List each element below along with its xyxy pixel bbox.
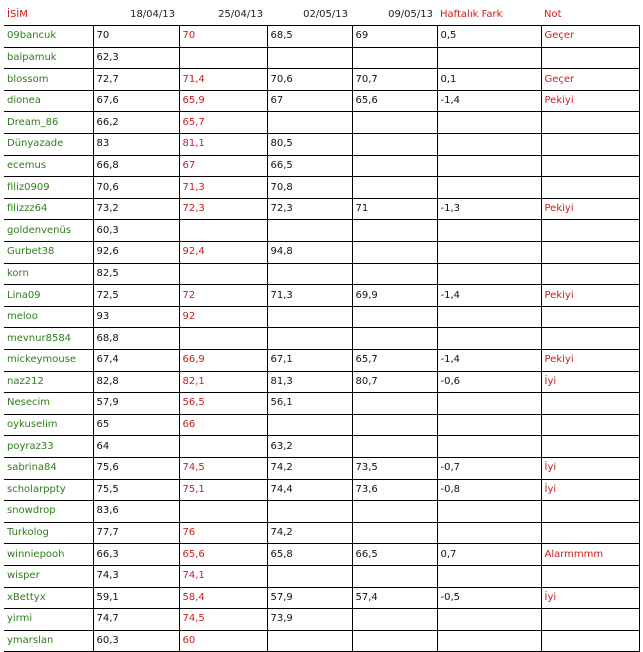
cell-weekly-diff bbox=[437, 220, 541, 242]
header-date-4: 09/05/13 bbox=[352, 4, 437, 26]
cell-name: dionea bbox=[4, 90, 93, 112]
cell-weekly-diff: -1,4 bbox=[437, 90, 541, 112]
cell-week-2: 60 bbox=[179, 630, 267, 652]
cell-week-2 bbox=[179, 263, 267, 285]
table-row bbox=[4, 479, 639, 501]
cell-note bbox=[541, 155, 639, 177]
weight-table bbox=[4, 4, 640, 652]
table-row bbox=[4, 414, 639, 436]
table-row bbox=[4, 26, 639, 48]
cell-week-1: 83,6 bbox=[93, 501, 179, 523]
table-row bbox=[4, 393, 639, 415]
table-row bbox=[4, 350, 639, 372]
cell-week-2 bbox=[179, 328, 267, 350]
table-row bbox=[4, 134, 639, 156]
cell-week-1: 66,2 bbox=[93, 112, 179, 134]
cell-week-3 bbox=[267, 565, 352, 587]
cell-week-4 bbox=[352, 630, 437, 652]
cell-weekly-diff bbox=[437, 155, 541, 177]
cell-week-4 bbox=[352, 47, 437, 69]
cell-week-1: 73,2 bbox=[93, 198, 179, 220]
cell-week-2: 81,1 bbox=[179, 134, 267, 156]
cell-weekly-diff: -0,6 bbox=[437, 371, 541, 393]
cell-name: xBettyx bbox=[4, 587, 93, 609]
cell-note: İyi bbox=[541, 479, 639, 501]
cell-name: blossom bbox=[4, 69, 93, 91]
table-row bbox=[4, 263, 639, 285]
cell-week-3 bbox=[267, 263, 352, 285]
cell-week-2: 74,5 bbox=[179, 457, 267, 479]
header-date-1: 18/04/13 bbox=[93, 4, 179, 26]
cell-week-3 bbox=[267, 220, 352, 242]
cell-note bbox=[541, 242, 639, 264]
cell-week-3: 74,4 bbox=[267, 479, 352, 501]
cell-week-1: 82,8 bbox=[93, 371, 179, 393]
table-row bbox=[4, 306, 639, 328]
cell-week-4 bbox=[352, 177, 437, 199]
cell-week-3: 57,9 bbox=[267, 587, 352, 609]
cell-week-4: 66,5 bbox=[352, 544, 437, 566]
cell-name: meloo bbox=[4, 306, 93, 328]
header-note: Not bbox=[541, 4, 639, 26]
cell-week-1: 75,5 bbox=[93, 479, 179, 501]
cell-week-4 bbox=[352, 414, 437, 436]
table-row bbox=[4, 609, 639, 631]
header-row bbox=[4, 4, 639, 26]
cell-week-2: 65,7 bbox=[179, 112, 267, 134]
cell-week-3 bbox=[267, 501, 352, 523]
cell-week-4: 80,7 bbox=[352, 371, 437, 393]
cell-weekly-diff bbox=[437, 522, 541, 544]
table-row bbox=[4, 198, 639, 220]
table-row bbox=[4, 47, 639, 69]
cell-week-1: 83 bbox=[93, 134, 179, 156]
cell-week-4 bbox=[352, 155, 437, 177]
cell-note bbox=[541, 47, 639, 69]
cell-name: Gurbet38 bbox=[4, 242, 93, 264]
cell-week-4: 71 bbox=[352, 198, 437, 220]
cell-week-1: 65 bbox=[93, 414, 179, 436]
cell-week-3: 74,2 bbox=[267, 457, 352, 479]
cell-week-2: 75,1 bbox=[179, 479, 267, 501]
cell-week-4 bbox=[352, 220, 437, 242]
cell-weekly-diff bbox=[437, 393, 541, 415]
cell-note: İyi bbox=[541, 457, 639, 479]
cell-week-4: 65,6 bbox=[352, 90, 437, 112]
cell-weekly-diff bbox=[437, 177, 541, 199]
cell-week-4 bbox=[352, 522, 437, 544]
cell-name: ymarslan bbox=[4, 630, 93, 652]
cell-week-4: 73,5 bbox=[352, 457, 437, 479]
cell-week-1: 57,9 bbox=[93, 393, 179, 415]
cell-note bbox=[541, 414, 639, 436]
table-row bbox=[4, 587, 639, 609]
cell-week-2: 76 bbox=[179, 522, 267, 544]
cell-name: 09bancuk bbox=[4, 26, 93, 48]
cell-note: Geçer bbox=[541, 69, 639, 91]
header-weekly-diff: Haftalık Fark bbox=[437, 4, 541, 26]
cell-note bbox=[541, 609, 639, 631]
cell-name: mickeymouse bbox=[4, 350, 93, 372]
cell-note bbox=[541, 436, 639, 458]
cell-week-2: 92,4 bbox=[179, 242, 267, 264]
cell-weekly-diff bbox=[437, 565, 541, 587]
cell-week-3: 74,2 bbox=[267, 522, 352, 544]
cell-note bbox=[541, 393, 639, 415]
cell-note bbox=[541, 565, 639, 587]
cell-week-3 bbox=[267, 306, 352, 328]
cell-week-2: 82,1 bbox=[179, 371, 267, 393]
cell-week-4 bbox=[352, 436, 437, 458]
table-row bbox=[4, 220, 639, 242]
weight-tracking-sheet bbox=[4, 4, 640, 652]
cell-week-3: 56,1 bbox=[267, 393, 352, 415]
cell-note bbox=[541, 328, 639, 350]
cell-weekly-diff bbox=[437, 630, 541, 652]
cell-week-1: 64 bbox=[93, 436, 179, 458]
cell-note bbox=[541, 522, 639, 544]
cell-weekly-diff bbox=[437, 501, 541, 523]
cell-week-3: 67,1 bbox=[267, 350, 352, 372]
cell-week-3 bbox=[267, 328, 352, 350]
cell-weekly-diff bbox=[437, 414, 541, 436]
cell-weekly-diff bbox=[437, 242, 541, 264]
cell-week-3: 73,9 bbox=[267, 609, 352, 631]
cell-week-1: 67,4 bbox=[93, 350, 179, 372]
cell-note: Pekiyi bbox=[541, 90, 639, 112]
cell-week-1: 82,5 bbox=[93, 263, 179, 285]
cell-week-1: 72,7 bbox=[93, 69, 179, 91]
cell-week-4 bbox=[352, 306, 437, 328]
cell-weekly-diff: -0,5 bbox=[437, 587, 541, 609]
cell-name: wisper bbox=[4, 565, 93, 587]
cell-weekly-diff bbox=[437, 328, 541, 350]
cell-name: Nesecim bbox=[4, 393, 93, 415]
cell-week-1: 62,3 bbox=[93, 47, 179, 69]
cell-name: Turkolog bbox=[4, 522, 93, 544]
cell-week-2: 67 bbox=[179, 155, 267, 177]
cell-week-1: 72,5 bbox=[93, 285, 179, 307]
cell-week-3: 70,6 bbox=[267, 69, 352, 91]
table-row bbox=[4, 328, 639, 350]
cell-week-2 bbox=[179, 436, 267, 458]
cell-week-1: 66,8 bbox=[93, 155, 179, 177]
cell-week-1: 59,1 bbox=[93, 587, 179, 609]
cell-week-4 bbox=[352, 393, 437, 415]
cell-week-3: 67 bbox=[267, 90, 352, 112]
cell-week-3: 70,8 bbox=[267, 177, 352, 199]
cell-name: ecemus bbox=[4, 155, 93, 177]
cell-week-4 bbox=[352, 263, 437, 285]
cell-week-1: 67,6 bbox=[93, 90, 179, 112]
cell-week-4 bbox=[352, 565, 437, 587]
cell-week-4: 73,6 bbox=[352, 479, 437, 501]
cell-week-1: 68,8 bbox=[93, 328, 179, 350]
cell-weekly-diff bbox=[437, 47, 541, 69]
cell-name: goldenvenüs bbox=[4, 220, 93, 242]
cell-note: Pekiyi bbox=[541, 285, 639, 307]
cell-week-3 bbox=[267, 47, 352, 69]
cell-note bbox=[541, 263, 639, 285]
cell-name: winniepooh bbox=[4, 544, 93, 566]
cell-week-2: 65,9 bbox=[179, 90, 267, 112]
cell-name: korn bbox=[4, 263, 93, 285]
cell-weekly-diff: -1,4 bbox=[437, 285, 541, 307]
cell-name: balpamuk bbox=[4, 47, 93, 69]
cell-week-2: 58,4 bbox=[179, 587, 267, 609]
cell-name: snowdrop bbox=[4, 501, 93, 523]
cell-week-2: 92 bbox=[179, 306, 267, 328]
cell-note: Geçer bbox=[541, 26, 639, 48]
cell-weekly-diff bbox=[437, 436, 541, 458]
cell-name: oykuselim bbox=[4, 414, 93, 436]
cell-name: scholarppty bbox=[4, 479, 93, 501]
cell-week-2: 72,3 bbox=[179, 198, 267, 220]
cell-week-2: 71,4 bbox=[179, 69, 267, 91]
cell-week-2 bbox=[179, 501, 267, 523]
cell-note: İyi bbox=[541, 587, 639, 609]
cell-week-4 bbox=[352, 328, 437, 350]
cell-week-4 bbox=[352, 134, 437, 156]
cell-weekly-diff bbox=[437, 134, 541, 156]
table-row bbox=[4, 501, 639, 523]
table-row bbox=[4, 285, 639, 307]
cell-week-1: 74,7 bbox=[93, 609, 179, 631]
cell-week-1: 70 bbox=[93, 26, 179, 48]
cell-name: mevnur8584 bbox=[4, 328, 93, 350]
cell-week-3: 66,5 bbox=[267, 155, 352, 177]
cell-week-2 bbox=[179, 220, 267, 242]
cell-weekly-diff: -0,7 bbox=[437, 457, 541, 479]
cell-week-1: 74,3 bbox=[93, 565, 179, 587]
cell-note: Alarmmmm bbox=[541, 544, 639, 566]
cell-week-1: 66,3 bbox=[93, 544, 179, 566]
table-body bbox=[4, 26, 639, 652]
table-row bbox=[4, 522, 639, 544]
cell-week-1: 60,3 bbox=[93, 220, 179, 242]
cell-week-4: 57,4 bbox=[352, 587, 437, 609]
cell-name: naz212 bbox=[4, 371, 93, 393]
cell-week-2: 66 bbox=[179, 414, 267, 436]
cell-week-3: 94,8 bbox=[267, 242, 352, 264]
cell-week-4 bbox=[352, 112, 437, 134]
cell-week-3: 68,5 bbox=[267, 26, 352, 48]
cell-week-2: 66,9 bbox=[179, 350, 267, 372]
cell-week-1: 70,6 bbox=[93, 177, 179, 199]
cell-week-4: 69,9 bbox=[352, 285, 437, 307]
cell-name: sabrina84 bbox=[4, 457, 93, 479]
cell-week-4: 65,7 bbox=[352, 350, 437, 372]
cell-name: filiz0909 bbox=[4, 177, 93, 199]
table-row bbox=[4, 630, 639, 652]
cell-week-2: 70 bbox=[179, 26, 267, 48]
cell-week-3 bbox=[267, 414, 352, 436]
cell-week-2: 74,1 bbox=[179, 565, 267, 587]
table-row bbox=[4, 436, 639, 458]
cell-weekly-diff bbox=[437, 112, 541, 134]
cell-week-1: 60,3 bbox=[93, 630, 179, 652]
cell-week-2: 65,6 bbox=[179, 544, 267, 566]
cell-name: yirmi bbox=[4, 609, 93, 631]
cell-name: Dream_86 bbox=[4, 112, 93, 134]
cell-week-4: 70,7 bbox=[352, 69, 437, 91]
cell-weekly-diff bbox=[437, 609, 541, 631]
cell-week-3 bbox=[267, 630, 352, 652]
cell-week-3: 81,3 bbox=[267, 371, 352, 393]
cell-note bbox=[541, 630, 639, 652]
cell-weekly-diff bbox=[437, 306, 541, 328]
table-row bbox=[4, 155, 639, 177]
cell-week-2: 72 bbox=[179, 285, 267, 307]
cell-week-4 bbox=[352, 609, 437, 631]
cell-note bbox=[541, 112, 639, 134]
cell-week-1: 93 bbox=[93, 306, 179, 328]
cell-week-3 bbox=[267, 112, 352, 134]
cell-name: poyraz33 bbox=[4, 436, 93, 458]
cell-weekly-diff bbox=[437, 263, 541, 285]
cell-note bbox=[541, 220, 639, 242]
cell-week-4: 69 bbox=[352, 26, 437, 48]
cell-week-2: 71,3 bbox=[179, 177, 267, 199]
table-row bbox=[4, 565, 639, 587]
cell-note: Pekiyi bbox=[541, 198, 639, 220]
cell-weekly-diff: 0,1 bbox=[437, 69, 541, 91]
table-row bbox=[4, 69, 639, 91]
cell-name: Lina09 bbox=[4, 285, 93, 307]
cell-week-3: 71,3 bbox=[267, 285, 352, 307]
table-row bbox=[4, 457, 639, 479]
cell-weekly-diff: -1,3 bbox=[437, 198, 541, 220]
header-name: İSİM bbox=[4, 4, 93, 26]
cell-note bbox=[541, 306, 639, 328]
cell-week-4 bbox=[352, 242, 437, 264]
cell-weekly-diff: -0,8 bbox=[437, 479, 541, 501]
cell-note bbox=[541, 177, 639, 199]
cell-week-1: 92,6 bbox=[93, 242, 179, 264]
table-row bbox=[4, 177, 639, 199]
cell-week-2 bbox=[179, 47, 267, 69]
header-date-2: 25/04/13 bbox=[179, 4, 267, 26]
header-date-3: 02/05/13 bbox=[267, 4, 352, 26]
cell-week-2: 74,5 bbox=[179, 609, 267, 631]
cell-week-3: 72,3 bbox=[267, 198, 352, 220]
cell-weekly-diff: 0,7 bbox=[437, 544, 541, 566]
cell-name: Dünyazade bbox=[4, 134, 93, 156]
table-row bbox=[4, 90, 639, 112]
cell-week-2: 56,5 bbox=[179, 393, 267, 415]
table-row bbox=[4, 112, 639, 134]
table-row bbox=[4, 242, 639, 264]
cell-weekly-diff: -1,4 bbox=[437, 350, 541, 372]
cell-note: Pekiyi bbox=[541, 350, 639, 372]
cell-name: filizzz64 bbox=[4, 198, 93, 220]
cell-week-3: 63,2 bbox=[267, 436, 352, 458]
cell-note bbox=[541, 501, 639, 523]
table-row bbox=[4, 371, 639, 393]
cell-note: İyi bbox=[541, 371, 639, 393]
table-row bbox=[4, 544, 639, 566]
cell-weekly-diff: 0,5 bbox=[437, 26, 541, 48]
cell-week-4 bbox=[352, 501, 437, 523]
cell-week-3: 65,8 bbox=[267, 544, 352, 566]
cell-week-3: 80,5 bbox=[267, 134, 352, 156]
cell-week-1: 75,6 bbox=[93, 457, 179, 479]
cell-note bbox=[541, 134, 639, 156]
cell-week-1: 77,7 bbox=[93, 522, 179, 544]
